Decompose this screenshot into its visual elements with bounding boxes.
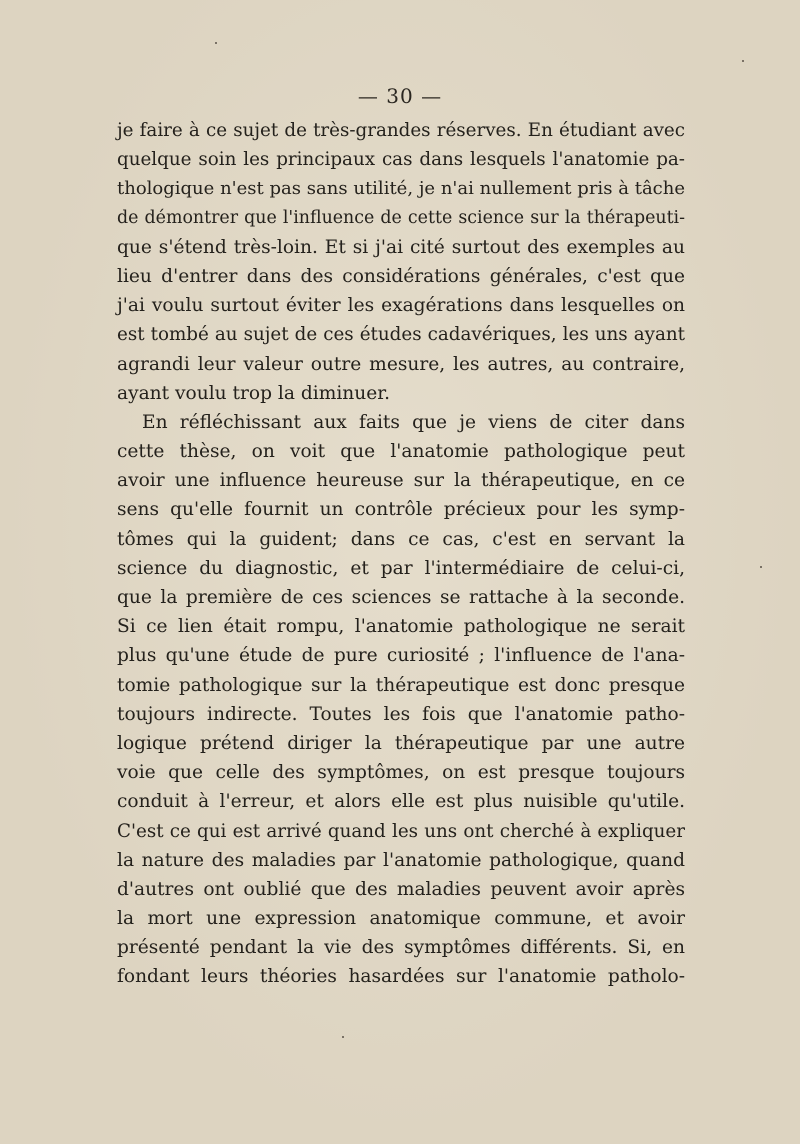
text-line: que la première de ces sciences se rattache à la seconde. — [117, 587, 685, 608]
text-line: fondant leurs théories hasardées sur l'anatomie patholo- — [117, 966, 685, 988]
text-line: agrandi leur valeur outre mesure, les autres, au contraire, — [117, 353, 685, 375]
paragraph-2 — [117, 408, 685, 992]
text-line: ayant voulu trop la diminuer. — [117, 382, 390, 404]
text-line: thologique n'est pas sans utilité, je n'ai nullement pris à tâche — [117, 178, 685, 200]
body-text — [117, 116, 685, 992]
text-line: science du diagnostic, et par l'intermédiaire de celui-ci, — [117, 557, 685, 579]
text-line: plus qu'une étude de pure curiosité ; l'influence de l'ana- — [117, 645, 685, 667]
text-line: la nature des maladies par l'anatomie pathologique, quand — [117, 849, 685, 871]
text-line: tômes qui la guident; dans ce cas, c'est en servant la — [117, 528, 685, 550]
text-line: la mort une expression anatomique commune, et avoir — [117, 908, 685, 930]
text-line: C'est ce qui est arrivé quand les uns ont cherché à expliquer — [117, 820, 685, 842]
paragraph-1 — [117, 116, 685, 408]
text-line: je faire à ce sujet de très-grandes réserves. En étudiant avec — [117, 120, 685, 141]
text-line: de démontrer que l'influence de cette science sur la thérapeuti- — [117, 207, 685, 228]
text-line: Si ce lien était rompu, l'anatomie pathologique ne serait — [117, 616, 685, 638]
text-line: toujours indirecte. Toutes les fois que l'anatomie patho- — [117, 703, 685, 725]
text-line: voie que celle des symptômes, on est presque toujours — [117, 762, 685, 784]
text-line: logique prétend diriger la thérapeutique par une autre — [117, 732, 685, 754]
paper-speck — [342, 1036, 344, 1038]
page-number: — 30 — — [357, 84, 443, 108]
text-line: d'autres ont oublié que des maladies peuvent avoir après — [117, 878, 685, 900]
paper-speck — [215, 42, 217, 44]
text-line: cette thèse, on voit que l'anatomie pathologique peut — [117, 441, 685, 463]
text-line: avoir une influence heureuse sur la thérapeutique, en ce — [117, 470, 685, 492]
text-line: est tombé au sujet de ces études cadavériques, les uns ayant — [117, 324, 685, 346]
text-line: présenté pendant la vie des symptômes différents. Si, en — [117, 937, 685, 959]
paper-speck — [742, 60, 744, 62]
text-line: j'ai voulu surtout éviter les exagérations dans lesquelles on — [117, 295, 685, 317]
text-line: sens qu'elle fournit un contrôle précieux pour les symp- — [117, 499, 685, 521]
text-line: quelque soin les principaux cas dans lesquels l'anatomie pa- — [117, 149, 685, 171]
text-line: tomie pathologique sur la thérapeutique est donc presque — [117, 674, 685, 696]
text-line: conduit à l'erreur, et alors elle est plus nuisible qu'utile. — [117, 791, 685, 813]
paper-speck — [760, 566, 762, 568]
text-line: que s'étend très-loin. Et si j'ai cité surtout des exemples au — [117, 236, 685, 258]
text-line: En réfléchissant aux faits que je viens de citer dans — [142, 411, 685, 433]
text-line: lieu d'entrer dans des considérations générales, c'est que — [117, 265, 685, 287]
